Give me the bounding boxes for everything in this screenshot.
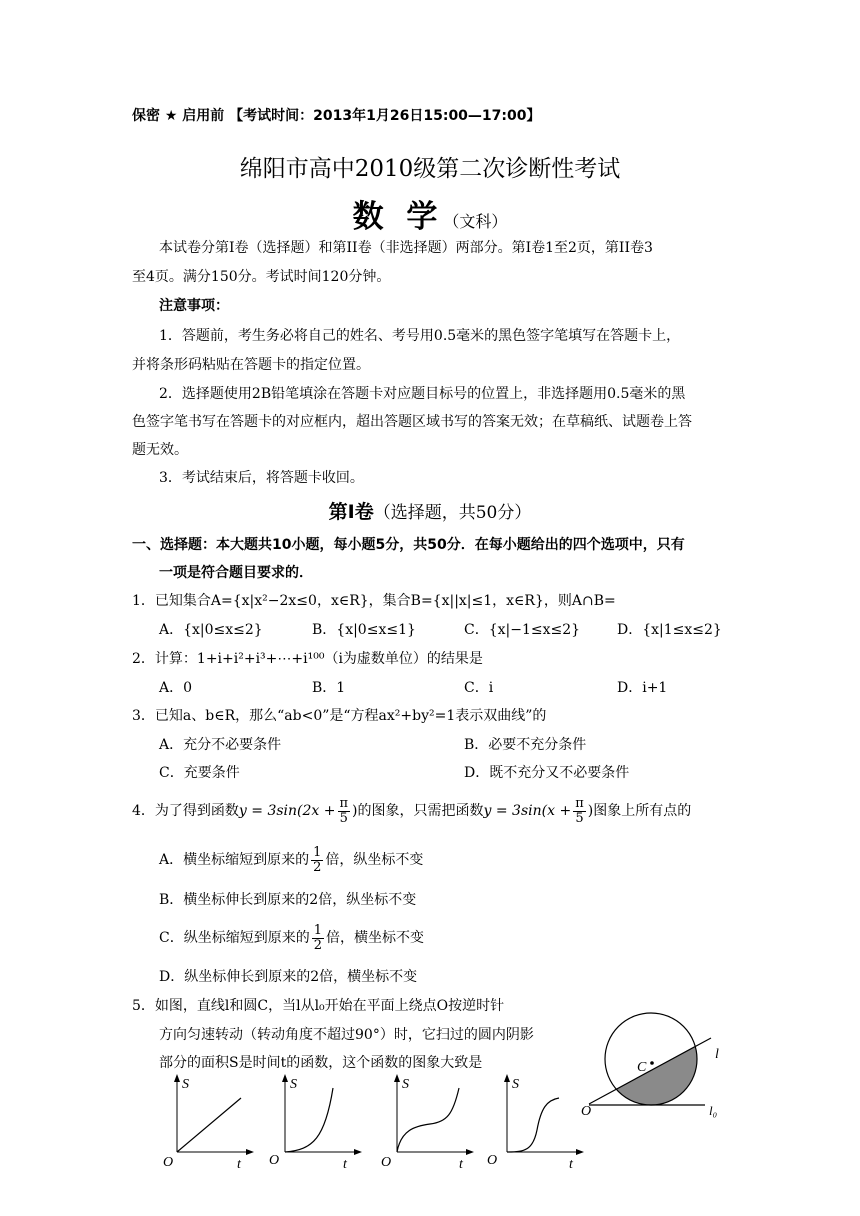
part1-line-2: 一项是符合题目要求的．	[159, 565, 313, 581]
q2-stem: 2．计算：1+i+i²+i³+⋯+i¹⁰⁰（i为虚数单位）的结果是	[132, 651, 483, 667]
graph-b-curve	[285, 1088, 333, 1152]
q3-option-c: C．充要条件	[159, 765, 240, 781]
q4-option-c-frac-den: 2	[313, 937, 322, 953]
subject-sub: （文科）	[443, 212, 508, 231]
q2-option-d: D．i+1	[617, 680, 668, 696]
graph-a-curve	[177, 1098, 241, 1152]
exam-header: 保密 ★ 启用前 【考试时间：2013年1月26日15:00—17:00】	[132, 108, 541, 124]
exam-title: 绵阳市高中2010级第二次诊断性考试	[239, 156, 621, 182]
q4-option-a-pre: A．横坐标缩短到原来的	[159, 852, 310, 868]
part1-line-1: 一、选择题：本大题共10小题，每小题5分，共50分．在每小题给出的四个选项中，只有	[132, 537, 685, 553]
q4-option-b: B．横坐标伸长到原来的2倍，纵坐标不变	[159, 892, 417, 908]
q2-option-c: C．i	[464, 680, 494, 696]
q4-stem-pre: 4．为了得到函数	[132, 803, 239, 819]
q4-option-c	[159, 922, 424, 954]
graph-c-t: t	[459, 1157, 463, 1170]
q2-option-a: A．0	[159, 680, 193, 696]
graph-a-s: S	[182, 1077, 189, 1092]
graph-c-curve	[397, 1088, 459, 1152]
intro-line-1: 本试卷分第I卷（选择题）和第II卷（非选择题）两部分。第I卷1至2页，第II卷3	[159, 240, 653, 256]
center-point	[650, 1061, 654, 1065]
q4-func2-frac-den: 5	[575, 810, 584, 826]
q3-option-a: A．充分不必要条件	[159, 737, 282, 753]
notice-2-line-3: 题无效。	[132, 442, 188, 458]
q4-option-a-post: 倍，纵坐标不变	[325, 852, 424, 868]
q4-func2-frac-num: π	[575, 795, 584, 811]
graph-a-t: t	[237, 1157, 241, 1170]
q4-stem-mid: 的图象，只需把函数	[357, 803, 484, 819]
graph-b-s: S	[290, 1077, 297, 1092]
label-o: O	[581, 1104, 592, 1119]
q4-func2-pre: y = 3sin(x +	[483, 803, 572, 819]
q1-option-d: D．{x|1≤x≤2}	[617, 622, 722, 638]
q2-option-b: B．1	[312, 680, 346, 696]
q5-graph-b	[263, 1070, 363, 1170]
graph-b-t: t	[343, 1157, 347, 1170]
q4-option-c-frac	[312, 924, 324, 953]
notice-3: 3．考试结束后，将答题卡收回。	[159, 470, 364, 486]
q4-option-c-frac-num: 1	[313, 922, 322, 938]
q4-func1-frac	[338, 797, 351, 826]
q4-option-c-pre: C．纵坐标缩短到原来的	[159, 930, 310, 946]
section-main: 第Ⅰ卷	[328, 501, 374, 523]
graph-d-curve	[507, 1098, 559, 1152]
q3-option-d: D．既不充分又不必要条件	[464, 765, 630, 781]
q4-option-a-frac-den: 2	[313, 859, 322, 875]
graph-c-s: S	[402, 1077, 409, 1092]
section-sub: （选择题，共50分）	[373, 503, 532, 523]
q4-option-a-frac-num: 1	[313, 844, 322, 860]
label-c: C	[637, 1060, 647, 1075]
graph-d-o: O	[487, 1153, 498, 1168]
graph-d-t: t	[569, 1157, 573, 1170]
q4-func2-frac	[573, 797, 586, 826]
graph-a-o: O	[163, 1155, 174, 1170]
intro-line-2: 至4页。满分150分。考试时间120分钟。	[132, 269, 391, 285]
q4-option-a-frac	[311, 846, 323, 875]
q1-option-c: C．{x|−1≤x≤2}	[464, 622, 581, 638]
subject-heading	[0, 197, 860, 242]
q4-func1-frac-num: π	[339, 795, 349, 811]
q1-option-b: B．{x|0≤x≤1}	[312, 622, 416, 638]
q4-stem-post: 图象上所有点的	[593, 803, 692, 819]
q4-func2-post: )	[587, 803, 594, 819]
q4-func1-post: )	[352, 803, 358, 819]
graph-b-o: O	[269, 1153, 280, 1168]
graph-d-s: S	[512, 1077, 519, 1092]
q1-stem: 1．已知集合A={x|x²−2x≤0，x∈R}，集合B={x||x|≤1，x∈R}，则A∩B=	[132, 593, 616, 609]
notice-1-line-2: 并将条形码粘贴在答题卡的指定位置。	[132, 357, 370, 373]
notice-title: 注意事项：	[159, 298, 229, 314]
label-l0: l₀	[709, 1103, 718, 1118]
q1-option-a: A．{x|0≤x≤2}	[159, 622, 263, 638]
q3-option-b: B．必要不充分条件	[464, 737, 587, 753]
q4-stem	[132, 795, 691, 827]
graph-c-o: O	[381, 1155, 392, 1170]
subject-main: 数 学	[352, 199, 444, 235]
q5-graph-c	[375, 1070, 475, 1170]
q4-option-a	[159, 844, 423, 876]
q5-graph-d	[485, 1070, 585, 1170]
q5-line-2: 方向匀速转动（转动角度不超过90°）时，它扫过的圆内阴影	[159, 1027, 534, 1043]
notice-2-line-2: 色签字笔书写在答题卡的对应框内，超出答题区域书写的答案无效；在草稿纸、试题卷上答	[132, 414, 692, 430]
q5-graph-a	[155, 1070, 255, 1170]
q5-line-1: 5．如图，直线l和圆C，当l从l₀开始在平面上绕点O按逆时针	[132, 998, 505, 1014]
q5-line-3: 部分的面积S是时间t的函数，这个函数的图象大致是	[159, 1055, 483, 1071]
q5-circle-figure	[575, 1005, 735, 1130]
q4-option-c-post: 倍，横坐标不变	[326, 930, 424, 946]
q3-stem: 3．已知a、b∈R，那么“ab<0”是“方程ax²+by²=1表示双曲线”的	[132, 708, 547, 724]
q4-func1-pre: y = 3sin(2x +	[238, 803, 336, 819]
notice-2-line-1: 2．选择题使用2B铅笔填涂在答题卡对应题目标号的位置上，非选择题用0.5毫米的黑	[159, 386, 686, 402]
notice-1-line-1: 1．答题前，考生务必将自己的姓名、考号用0.5毫米的黑色签字笔填写在答题卡上，	[159, 328, 681, 344]
section-heading	[0, 497, 860, 528]
q4-func1-frac-den: 5	[339, 810, 348, 826]
label-l: l	[715, 1047, 719, 1062]
q4-option-d: D．纵坐标伸长到原来的2倍，横坐标不变	[159, 969, 418, 985]
